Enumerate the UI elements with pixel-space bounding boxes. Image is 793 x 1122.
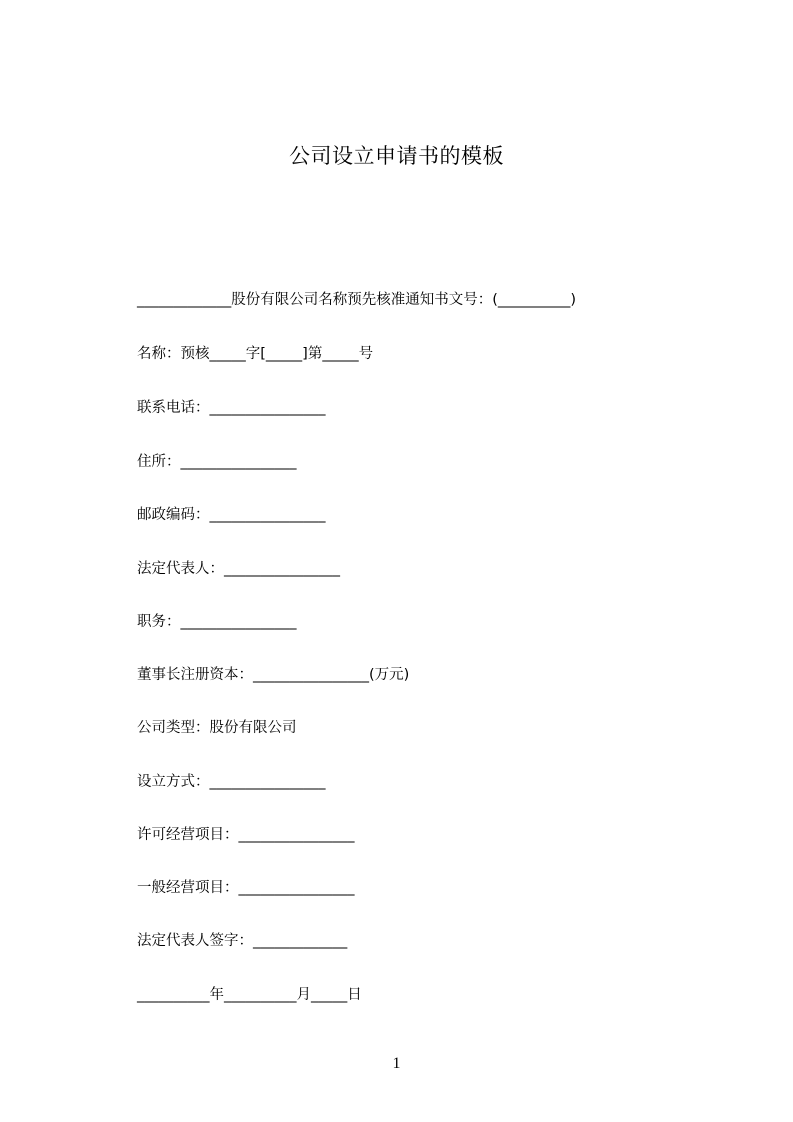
registered-capital-line: 董事长注册资本：________________(万元) (137, 667, 410, 683)
establishment-method-line: 设立方式：________________ (137, 774, 326, 790)
legal-representative-line: 法定代表人：________________ (137, 561, 340, 577)
document-title: 公司设立申请书的模板 (289, 144, 504, 168)
company-type-line: 公司类型：股份有限公司 (137, 720, 297, 736)
name-preapproval-line: 名称：预核_____字[_____]第_____号 (137, 346, 374, 362)
page-number: 1 (392, 1055, 401, 1072)
representative-signature-line: 法定代表人签字：_____________ (137, 933, 348, 949)
general-business-line: 一般经营项目：________________ (137, 880, 355, 896)
approval-notice-number-line: _____________股份有限公司名称预先核准通知书文号：(__________) (137, 292, 577, 308)
address-line: 住所：________________ (137, 454, 297, 470)
contact-phone-line: 联系电话：________________ (137, 400, 326, 416)
licensed-business-line: 许可经营项目：________________ (137, 827, 355, 843)
date-line: __________年__________月_____日 (137, 987, 362, 1003)
position-line: 职务：________________ (137, 614, 297, 630)
postal-code-line: 邮政编码：________________ (137, 507, 326, 523)
